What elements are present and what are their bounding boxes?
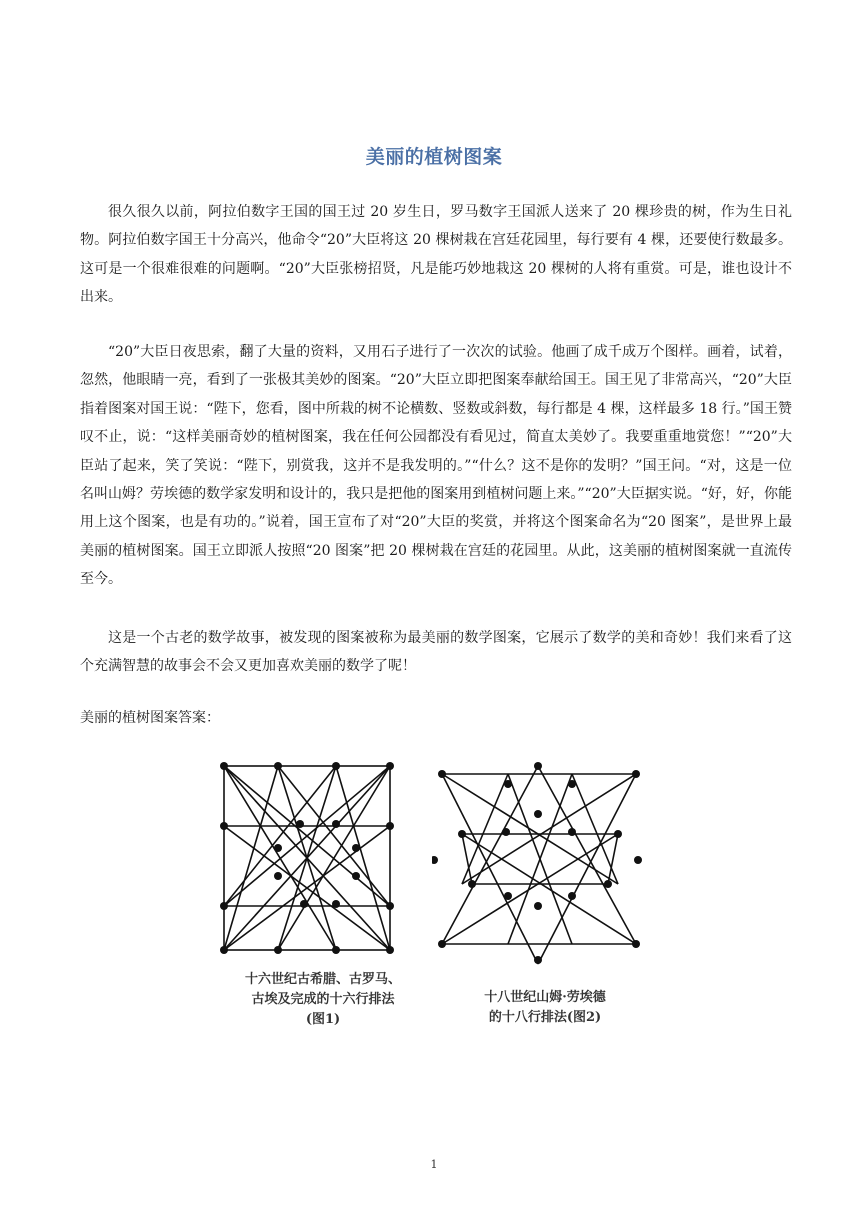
figure-1-caption — [212, 970, 434, 1030]
document-title: 美丽的植树图案 — [365, 146, 503, 168]
caption-line: 十六世纪古希腊、古罗马、 — [244, 972, 401, 987]
caption-line: 古埃及完成的十六行排法 — [251, 992, 395, 1007]
paragraph-1: 很久很久以前，阿拉伯数字王国的国王过 20 岁生日，罗马数字王国派人送来了 20 棵珍贵的树，作为生日礼物。阿拉伯数字国王十分高兴，他命令“20”大臣将这 20 棵树栽在宫廷花园里，每行要有 4 棵，还要使行数最多。这可是一个很难很难的问题啊。“20”大臣张榜招贤，凡是能巧妙地栽这 20 棵树的人将有重赏。可是，谁也设计不出来。 — [80, 204, 792, 306]
caption-line: (图1) — [305, 1012, 341, 1027]
figure-2-diagram — [432, 756, 652, 966]
figure-2-caption — [442, 988, 648, 1028]
answer-label: 美丽的植树图案答案： — [80, 710, 220, 726]
paragraph-2: “20”大臣日夜思索，翻了大量的资料，又用石子进行了一次次的试验。他画了成千成万个图样。画着，试着，忽然，他眼睛一亮，看到了一张极其美妙的图案。“20”大臣立即把图案奉献给国王。国王见了非常高兴，“20”大臣指着图案对国王说：“陛下，您看，图中所栽的树不论横数、竖数或斜数，每行都是 4 棵，这样最多 18 行。”国王赞叹不止，说：“这样美丽奇妙的植树图案，我在任何公园都没有看见过，简直太美妙了。我要重重地赏您！”“20”大臣站了起来，笑了笑说：“陛下，别赏我，这并不是我发明的。”“什么？这不是你的发明？”国王问。“对，这是一位名叫山姆？劳埃德的数学家发明和设计的，我只是把他的图案用到植树问题上来。”“20”大臣据实说。“好，好，你能用上这个图案，也是有功的。”说着，国王宣布了对“20”大臣的奖赏，并将这个图案命名为“20 图案”，是世界上最美丽的植树图案。国王立即派人按照“20 图案”把 20 棵树栽在宫廷的花园里。从此，这美丽的植树图案就一直流传至今。 — [80, 344, 792, 588]
caption-line: 十八世纪山姆·劳埃德 — [484, 990, 606, 1005]
caption-line: 的十八行排法(图2) — [488, 1010, 602, 1025]
paragraph-3: 这是一个古老的数学故事，被发现的图案被称为最美丽的数学图案，它展示了数学的美和奇妙！我们来看了这个充满智慧的故事会不会又更加喜欢美丽的数学了呢！ — [80, 630, 792, 675]
figure-1-diagram — [212, 756, 422, 956]
figure-2-tree-pattern — [432, 756, 652, 966]
page-number: 1 — [430, 1158, 438, 1171]
figure-1-tree-pattern — [212, 756, 422, 956]
